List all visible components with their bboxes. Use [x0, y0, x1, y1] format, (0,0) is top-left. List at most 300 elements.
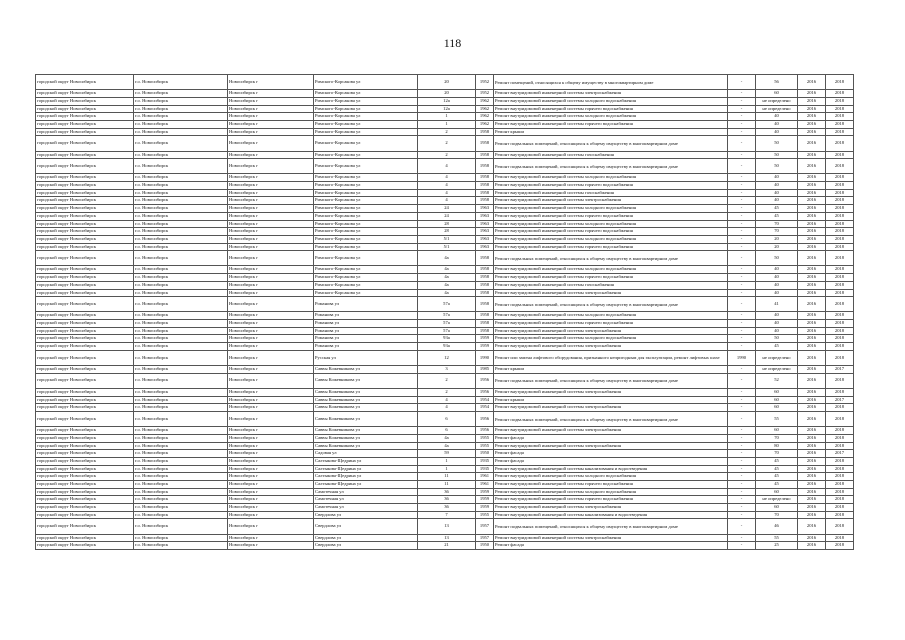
cell-end-year: 2018 — [826, 251, 854, 266]
cell-wear: 45 — [756, 457, 798, 465]
cell-house: 11 — [418, 473, 476, 481]
table-row — [36, 480, 854, 488]
cell-city: Новосибирск г — [228, 120, 314, 128]
cell-work-type: Ремонт внутридомовой инженерной системы электроснабжения — [494, 442, 728, 450]
cell-start-year: 2016 — [798, 327, 826, 335]
cell-street: Римского-Корсакова ул — [314, 235, 418, 243]
cell-wear: 70 — [756, 450, 798, 458]
cell-wear: 70 — [756, 228, 798, 236]
cell-city: Новосибирск г — [228, 480, 314, 488]
cell-year: 1958 — [476, 189, 494, 197]
cell-end-year: 2018 — [826, 434, 854, 442]
cell-district: г.о. Новосибирск — [134, 281, 228, 289]
cell-house: 13 — [418, 534, 476, 542]
cell-street: Самотечная ул — [314, 488, 418, 496]
cell-city: Новосибирск г — [228, 519, 314, 534]
cell-start-year: 2016 — [798, 473, 826, 481]
cell-end-year: 2018 — [826, 504, 854, 512]
cell-end-year: 2018 — [826, 289, 854, 297]
cell-house: 93а — [418, 343, 476, 351]
cell-municipality: городской округ Новосибирск — [36, 151, 134, 159]
cell-lift-year: - — [728, 113, 756, 121]
cell-wear: 40 — [756, 274, 798, 282]
cell-house: 21 — [418, 542, 476, 550]
cell-district: г.о. Новосибирск — [134, 465, 228, 473]
cell-wear: 40 — [756, 320, 798, 328]
table-row — [36, 128, 854, 136]
cell-work-type: Ремонт фасада — [494, 434, 728, 442]
cell-wear: 60 — [756, 488, 798, 496]
cell-lift-year: - — [728, 228, 756, 236]
cell-year: 1958 — [476, 182, 494, 190]
cell-district: г.о. Новосибирск — [134, 251, 228, 266]
cell-street: Романова ул — [314, 297, 418, 312]
cell-city: Новосибирск г — [228, 212, 314, 220]
cell-work-type: Ремонт крыши — [494, 128, 728, 136]
cell-end-year: 2018 — [826, 182, 854, 190]
cell-lift-year: - — [728, 450, 756, 458]
cell-municipality: городской округ Новосибирск — [36, 281, 134, 289]
cell-start-year: 2016 — [798, 480, 826, 488]
cell-year: 1958 — [476, 151, 494, 159]
table-row — [36, 442, 854, 450]
cell-start-year: 2016 — [798, 235, 826, 243]
cell-city: Новосибирск г — [228, 251, 314, 266]
table-body — [36, 75, 854, 550]
table-row — [36, 281, 854, 289]
cell-start-year: 2016 — [798, 534, 826, 542]
cell-municipality: городской округ Новосибирск — [36, 335, 134, 343]
cell-municipality: городской округ Новосибирск — [36, 396, 134, 404]
cell-district: г.о. Новосибирск — [134, 343, 228, 351]
cell-house: 4 — [418, 174, 476, 182]
cell-district: г.о. Новосибирск — [134, 335, 228, 343]
cell-lift-year: - — [728, 465, 756, 473]
cell-municipality: городской округ Новосибирск — [36, 519, 134, 534]
cell-start-year: 2016 — [798, 75, 826, 90]
cell-year: 1935 — [476, 465, 494, 473]
cell-year: 1958 — [476, 274, 494, 282]
cell-municipality: городской округ Новосибирск — [36, 159, 134, 174]
cell-start-year: 2016 — [798, 97, 826, 105]
cell-work-type: Ремонт внутридомовой инженерной системы электроснабжения — [494, 427, 728, 435]
cell-end-year: 2018 — [826, 205, 854, 213]
cell-street: Садовая ул — [314, 450, 418, 458]
cell-lift-year: - — [728, 235, 756, 243]
cell-end-year: 2018 — [826, 212, 854, 220]
cell-year: 1963 — [476, 212, 494, 220]
cell-city: Новосибирск г — [228, 434, 314, 442]
cell-lift-year: - — [728, 189, 756, 197]
cell-house: 4а — [418, 251, 476, 266]
cell-city: Новосибирск г — [228, 205, 314, 213]
cell-work-type: Ремонт подвальных помещений, относящихся к общему имуществу в многоквартирном доме — [494, 136, 728, 151]
cell-year: 1963 — [476, 205, 494, 213]
cell-city: Новосибирск г — [228, 297, 314, 312]
cell-work-type: Ремонт подвальных помещений, относящихся к общему имуществу в многоквартирном доме — [494, 159, 728, 174]
cell-year: 1990 — [476, 350, 494, 365]
cell-year: 1958 — [476, 197, 494, 205]
cell-start-year: 2016 — [798, 243, 826, 251]
cell-house: 4 — [418, 396, 476, 404]
table-row — [36, 511, 854, 519]
cell-house: 1 — [418, 457, 476, 465]
cell-municipality: городской округ Новосибирск — [36, 174, 134, 182]
cell-year: 1950 — [476, 450, 494, 458]
cell-work-type: Ремонт внутридомовой инженерной системы холодного водоснабжения — [494, 266, 728, 274]
cell-year: 1958 — [476, 281, 494, 289]
cell-municipality: городской округ Новосибирск — [36, 480, 134, 488]
cell-start-year: 2016 — [798, 113, 826, 121]
cell-year: 1963 — [476, 243, 494, 251]
cell-wear: не определено — [756, 97, 798, 105]
cell-city: Новосибирск г — [228, 427, 314, 435]
cell-street: Свердлова ул — [314, 542, 418, 550]
cell-end-year: 2018 — [826, 174, 854, 182]
cell-year: 1962 — [476, 105, 494, 113]
cell-municipality: городской округ Новосибирск — [36, 465, 134, 473]
table-row — [36, 457, 854, 465]
cell-municipality: городской округ Новосибирск — [36, 297, 134, 312]
cell-city: Новосибирск г — [228, 159, 314, 174]
cell-lift-year: - — [728, 511, 756, 519]
cell-lift-year: - — [728, 159, 756, 174]
cell-street: Самотечная ул — [314, 504, 418, 512]
cell-city: Новосибирск г — [228, 542, 314, 550]
cell-city: Новосибирск г — [228, 511, 314, 519]
cell-work-type: Ремонт внутридомовой инженерной системы горячего водоснабжения — [494, 243, 728, 251]
cell-wear: 40 — [756, 128, 798, 136]
cell-wear: не определено — [756, 105, 798, 113]
table-row — [36, 113, 854, 121]
cell-district: г.о. Новосибирск — [134, 151, 228, 159]
cell-year: 1958 — [476, 136, 494, 151]
cell-district: г.о. Новосибирск — [134, 136, 228, 151]
cell-year: 1952 — [476, 75, 494, 90]
cell-end-year: 2018 — [826, 488, 854, 496]
cell-work-type: Ремонт помещений, относящихся к общему имуществу в многоквартирном доме — [494, 75, 728, 90]
cell-year: 1954 — [476, 396, 494, 404]
cell-start-year: 2016 — [798, 297, 826, 312]
cell-municipality: городской округ Новосибирск — [36, 189, 134, 197]
cell-year: 1959 — [476, 335, 494, 343]
table-row — [36, 350, 854, 365]
table-row — [36, 182, 854, 190]
cell-district: г.о. Новосибирск — [134, 75, 228, 90]
cell-work-type: Ремонт внутридомовой инженерной системы холодного водоснабжения — [494, 97, 728, 105]
cell-end-year: 2018 — [826, 197, 854, 205]
cell-lift-year: - — [728, 182, 756, 190]
cell-start-year: 2016 — [798, 197, 826, 205]
cell-work-type: Ремонт внутридомовой инженерной системы электроснабжения — [494, 404, 728, 412]
cell-start-year: 2016 — [798, 289, 826, 297]
cell-house: 2 — [418, 136, 476, 151]
cell-wear: 40 — [756, 174, 798, 182]
cell-municipality: городской округ Новосибирск — [36, 289, 134, 297]
cell-street: Романова ул — [314, 312, 418, 320]
cell-year: 1961 — [476, 480, 494, 488]
cell-end-year: 2018 — [826, 151, 854, 159]
cell-lift-year: - — [728, 251, 756, 266]
cell-start-year: 2016 — [798, 266, 826, 274]
cell-district: г.о. Новосибирск — [134, 105, 228, 113]
cell-street: Римского-Корсакова ул — [314, 182, 418, 190]
cell-work-type: Ремонт внутридомовой инженерной системы горячего водоснабжения — [494, 496, 728, 504]
cell-district: г.о. Новосибирск — [134, 388, 228, 396]
cell-district: г.о. Новосибирск — [134, 411, 228, 426]
cell-end-year: 2018 — [826, 105, 854, 113]
cell-street: Римского-Корсакова ул — [314, 212, 418, 220]
table-row — [36, 120, 854, 128]
cell-street: Салтыкова-Щедрина ул — [314, 473, 418, 481]
cell-district: г.о. Новосибирск — [134, 90, 228, 98]
table-row — [36, 434, 854, 442]
cell-lift-year: - — [728, 396, 756, 404]
cell-city: Новосибирск г — [228, 327, 314, 335]
cell-street: Римского-Корсакова ул — [314, 159, 418, 174]
cell-house: 20 — [418, 75, 476, 90]
cell-start-year: 2016 — [798, 90, 826, 98]
cell-street: Римского-Корсакова ул — [314, 151, 418, 159]
cell-work-type: Ремонт внутридомовой инженерной системы канализования и водоотведения — [494, 511, 728, 519]
cell-district: г.о. Новосибирск — [134, 212, 228, 220]
cell-house: 4а — [418, 434, 476, 442]
cell-municipality: городской округ Новосибирск — [36, 411, 134, 426]
cell-work-type: Ремонт внутридомовой инженерной системы горячего водоснабжения — [494, 120, 728, 128]
cell-street: Римского-Корсакова ул — [314, 97, 418, 105]
table-row — [36, 496, 854, 504]
cell-lift-year: - — [728, 289, 756, 297]
cell-year: 1963 — [476, 228, 494, 236]
cell-start-year: 2016 — [798, 519, 826, 534]
cell-street: Римского-Корсакова ул — [314, 90, 418, 98]
cell-start-year: 2016 — [798, 427, 826, 435]
cell-district: г.о. Новосибирск — [134, 113, 228, 121]
cell-start-year: 2016 — [798, 366, 826, 374]
cell-work-type: Ремонт фасада — [494, 450, 728, 458]
cell-wear: 40 — [756, 312, 798, 320]
cell-end-year: 2018 — [826, 312, 854, 320]
cell-start-year: 2016 — [798, 542, 826, 550]
cell-work-type: Ремонт внутридомовой инженерной системы холодного водоснабжения — [494, 113, 728, 121]
cell-city: Новосибирск г — [228, 411, 314, 426]
cell-lift-year: - — [728, 281, 756, 289]
cell-lift-year: - — [728, 519, 756, 534]
cell-work-type: Ремонт внутридомовой инженерной системы газоснабжения — [494, 189, 728, 197]
cell-year: 1962 — [476, 120, 494, 128]
cell-district: г.о. Новосибирск — [134, 504, 228, 512]
cell-municipality: городской округ Новосибирск — [36, 205, 134, 213]
cell-district: г.о. Новосибирск — [134, 266, 228, 274]
cell-street: Римского-Корсакова ул — [314, 274, 418, 282]
cell-year: 1958 — [476, 289, 494, 297]
cell-lift-year: - — [728, 442, 756, 450]
cell-lift-year: - — [728, 542, 756, 550]
cell-house: 93а — [418, 335, 476, 343]
cell-end-year: 2018 — [826, 480, 854, 488]
cell-street: Русская ул — [314, 350, 418, 365]
cell-house: 2 — [418, 128, 476, 136]
cell-lift-year: - — [728, 105, 756, 113]
cell-end-year: 2018 — [826, 243, 854, 251]
cell-lift-year: - — [728, 373, 756, 388]
table-row — [36, 212, 854, 220]
cell-start-year: 2016 — [798, 396, 826, 404]
table-row — [36, 105, 854, 113]
cell-end-year: 2018 — [826, 266, 854, 274]
cell-start-year: 2016 — [798, 350, 826, 365]
cell-street: Римского-Корсакова ул — [314, 281, 418, 289]
table-row — [36, 235, 854, 243]
cell-lift-year: - — [728, 312, 756, 320]
cell-start-year: 2016 — [798, 189, 826, 197]
cell-end-year: 2018 — [826, 274, 854, 282]
cell-municipality: городской округ Новосибирск — [36, 366, 134, 374]
cell-lift-year: - — [728, 457, 756, 465]
cell-work-type: Ремонт внутридомовой инженерной системы электроснабжения — [494, 90, 728, 98]
table-row — [36, 411, 854, 426]
cell-district: г.о. Новосибирск — [134, 404, 228, 412]
cell-wear: 50 — [756, 136, 798, 151]
cell-end-year: 2018 — [826, 427, 854, 435]
cell-wear: 60 — [756, 504, 798, 512]
cell-start-year: 2016 — [798, 128, 826, 136]
cell-street: Саввы Кожевникова ул — [314, 388, 418, 396]
cell-street: Римского-Корсакова ул — [314, 266, 418, 274]
cell-district: г.о. Новосибирск — [134, 289, 228, 297]
cell-city: Новосибирск г — [228, 266, 314, 274]
cell-year: 1956 — [476, 411, 494, 426]
cell-street: Римского-Корсакова ул — [314, 289, 418, 297]
cell-street: Римского-Корсакова ул — [314, 136, 418, 151]
cell-wear: 20 — [756, 243, 798, 251]
cell-municipality: городской округ Новосибирск — [36, 327, 134, 335]
cell-end-year: 2018 — [826, 404, 854, 412]
table-row — [36, 488, 854, 496]
cell-year: 1958 — [476, 174, 494, 182]
cell-start-year: 2016 — [798, 251, 826, 266]
cell-city: Новосибирск г — [228, 97, 314, 105]
cell-municipality: городской округ Новосибирск — [36, 373, 134, 388]
cell-street: Самотечная ул — [314, 496, 418, 504]
cell-district: г.о. Новосибирск — [134, 297, 228, 312]
cell-wear: 46 — [756, 519, 798, 534]
cell-start-year: 2016 — [798, 320, 826, 328]
table-row — [36, 90, 854, 98]
cell-year: 1962 — [476, 97, 494, 105]
cell-work-type: Ремонт внутридомовой инженерной системы холодного водоснабжения — [494, 335, 728, 343]
cell-end-year: 2018 — [826, 335, 854, 343]
cell-municipality: городской округ Новосибирск — [36, 312, 134, 320]
cell-house: 4а — [418, 274, 476, 282]
cell-end-year: 2018 — [826, 465, 854, 473]
cell-end-year: 2018 — [826, 388, 854, 396]
cell-lift-year: - — [728, 151, 756, 159]
cell-wear: 40 — [756, 289, 798, 297]
cell-municipality: городской округ Новосибирск — [36, 197, 134, 205]
cell-city: Новосибирск г — [228, 457, 314, 465]
table-row — [36, 542, 854, 550]
cell-lift-year: - — [728, 488, 756, 496]
table-row — [36, 519, 854, 534]
cell-city: Новосибирск г — [228, 473, 314, 481]
cell-lift-year: - — [728, 243, 756, 251]
cell-work-type: Ремонт внутридомовой инженерной системы электроснабжения — [494, 197, 728, 205]
cell-city: Новосибирск г — [228, 350, 314, 365]
cell-city: Новосибирск г — [228, 281, 314, 289]
cell-year: 1962 — [476, 113, 494, 121]
cell-city: Новосибирск г — [228, 488, 314, 496]
table-row — [36, 320, 854, 328]
cell-wear: не определено — [756, 350, 798, 365]
cell-lift-year: - — [728, 343, 756, 351]
cell-house: 28 — [418, 220, 476, 228]
cell-year: 1955 — [476, 434, 494, 442]
cell-end-year: 2018 — [826, 228, 854, 236]
cell-start-year: 2016 — [798, 434, 826, 442]
cell-municipality: городской округ Новосибирск — [36, 496, 134, 504]
cell-municipality: городской округ Новосибирск — [36, 128, 134, 136]
cell-house: 12 — [418, 350, 476, 365]
cell-lift-year: - — [728, 97, 756, 105]
table-row — [36, 75, 854, 90]
table-row — [36, 174, 854, 182]
cell-district: г.о. Новосибирск — [134, 327, 228, 335]
cell-district: г.о. Новосибирск — [134, 496, 228, 504]
cell-wear: 40 — [756, 281, 798, 289]
cell-start-year: 2016 — [798, 105, 826, 113]
cell-municipality: городской округ Новосибирск — [36, 488, 134, 496]
cell-work-type: Ремонт внутридомовой инженерной системы холодного водоснабжения — [494, 174, 728, 182]
cell-city: Новосибирск г — [228, 450, 314, 458]
table-row — [36, 266, 854, 274]
cell-city: Новосибирск г — [228, 90, 314, 98]
table-row — [36, 274, 854, 282]
cell-street: Римского-Корсакова ул — [314, 205, 418, 213]
cell-work-type: Ремонт внутридомовой инженерной системы горячего водоснабжения — [494, 480, 728, 488]
cell-lift-year: - — [728, 266, 756, 274]
cell-street: Свердлова ул — [314, 519, 418, 534]
cell-year: 1952 — [476, 90, 494, 98]
cell-end-year: 2018 — [826, 511, 854, 519]
cell-city: Новосибирск г — [228, 496, 314, 504]
cell-municipality: городской округ Новосибирск — [36, 228, 134, 236]
cell-lift-year: 1990 — [728, 350, 756, 365]
cell-municipality: городской округ Новосибирск — [36, 274, 134, 282]
cell-wear: 45 — [756, 473, 798, 481]
cell-city: Новосибирск г — [228, 320, 314, 328]
cell-municipality: городской округ Новосибирск — [36, 542, 134, 550]
cell-house: 20 — [418, 90, 476, 98]
cell-year: 1955 — [476, 511, 494, 519]
cell-year: 1985 — [476, 366, 494, 374]
cell-year: 1958 — [476, 266, 494, 274]
cell-end-year: 2018 — [826, 159, 854, 174]
cell-lift-year: - — [728, 327, 756, 335]
cell-end-year: 2017 — [826, 396, 854, 404]
cell-house: 5/1 — [418, 243, 476, 251]
cell-year: 1956 — [476, 427, 494, 435]
cell-house: 4а — [418, 266, 476, 274]
cell-lift-year: - — [728, 480, 756, 488]
cell-district: г.о. Новосибирск — [134, 97, 228, 105]
table-row — [36, 189, 854, 197]
cell-city: Новосибирск г — [228, 243, 314, 251]
cell-year: 1959 — [476, 496, 494, 504]
cell-end-year: 2018 — [826, 320, 854, 328]
table-row — [36, 396, 854, 404]
cell-district: г.о. Новосибирск — [134, 243, 228, 251]
